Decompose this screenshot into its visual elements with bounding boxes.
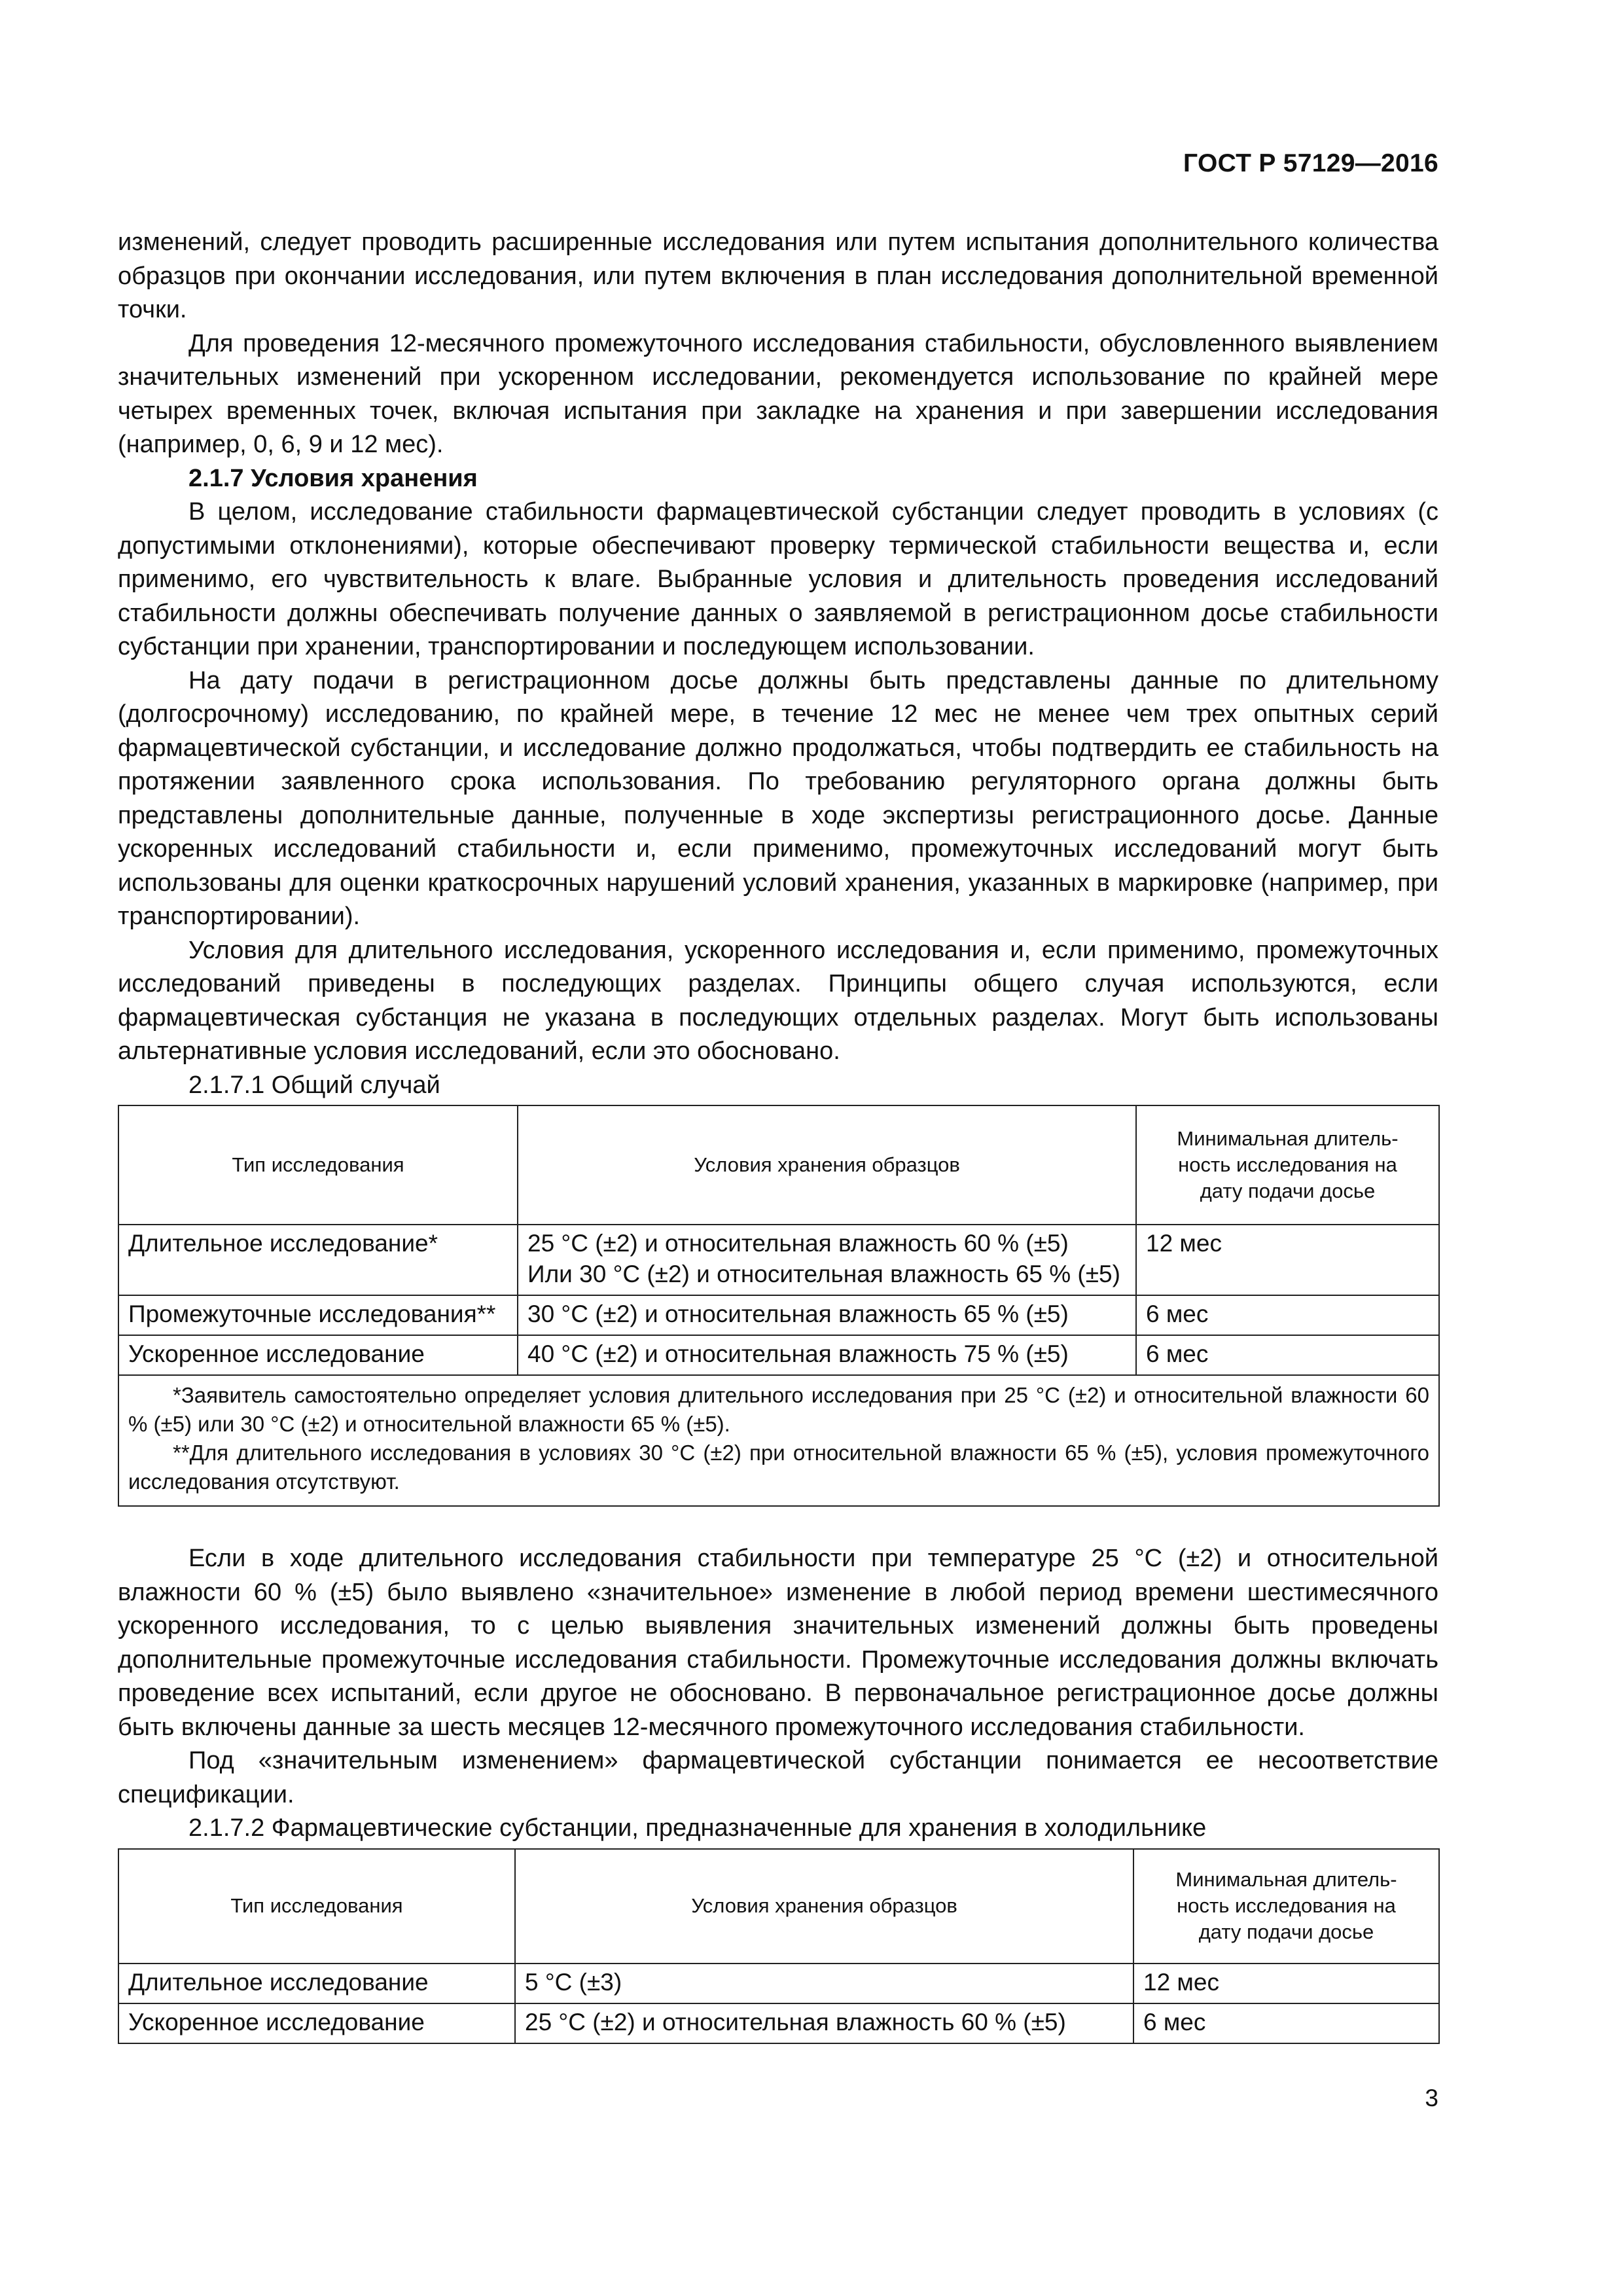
table-header-row bbox=[118, 1105, 1439, 1225]
column-header-type: Тип исследования bbox=[118, 1105, 518, 1225]
table-footnote: **Для длительного исследования в условиях 30 °C (±2) при относительной влажности 65 % (±5), условия промежуточного исследования отсутствуют. bbox=[128, 1441, 1429, 1494]
table-row bbox=[118, 1225, 1439, 1295]
table-row bbox=[118, 1295, 1439, 1335]
table-row bbox=[118, 2003, 1439, 2043]
cell-duration: 6 мес bbox=[1133, 2003, 1439, 2043]
column-header-type: Тип исследования bbox=[118, 1849, 515, 1964]
table-row bbox=[118, 1964, 1439, 2003]
table-row bbox=[118, 1335, 1439, 1375]
table-header-row bbox=[118, 1849, 1439, 1964]
condition-line: Или 30 °C (±2) и относительная влажность 65 % (±5) bbox=[527, 1261, 1120, 1287]
paragraph: Если в ходе длительного исследования стабильности при температуре 25 °C (±2) и относительной влажности 60 % (±5) было выявлено «значительное» изменение в любой период времени шестимесячного ускоренного исследования, то с целью выявления значительных изменений должны быть проведены дополнительные промежуточные исследования стабильности. Промежуточные исследования должны включать проведение всех испытаний, если другое не обосновано. В первоначальное регистрационное досье должны быть включены данные за шесть месяцев 12-месячного промежуточного исследования стабильности. bbox=[118, 1545, 1438, 1741]
cell-conditions bbox=[518, 1295, 1136, 1335]
cell-type: Длительное исследование* bbox=[118, 1225, 518, 1295]
paragraph: Для проведения 12-месячного промежуточного исследования стабильности, обусловленного выявлением значительных изменений при ускоренном исследовании, рекомендуется использование по крайней мере четырех временных точек, включая испытания при закладке на хранения и при завершении исследования (например, 0, 6, 9 и 12 мес). bbox=[118, 329, 1438, 458]
paragraph: На дату подачи в регистрационном досье должны быть представлены данные по длительному (долгосрочному) исследованию, по крайней мере, в течение 12 мес не менее чем трех опытных серий фармацевтической субстанции, и исследование должно продолжаться, чтобы подтвердить ее стабильность на протяжении заявленного срока использования. По требованию регуляторного органа должны быть представлены дополнительные данные, полученные в ходе экспертизы регистрационного досье. Данные ускоренных исследований стабильности и, если применимо, промежуточных исследований могут быть использованы для оценки краткосрочных нарушений условий хранения, указанных в маркировке (например, при транспортировании). bbox=[118, 666, 1438, 930]
cell-duration: 6 мес bbox=[1136, 1335, 1439, 1375]
cell-type: Ускоренное исследование bbox=[118, 1335, 518, 1375]
page-number: 3 bbox=[1425, 2085, 1438, 2111]
storage-conditions-table-refrigerator bbox=[118, 1848, 1440, 2044]
table-notes bbox=[118, 1375, 1439, 1506]
cell-conditions bbox=[518, 1335, 1136, 1375]
document-code-header: ГОСТ Р 57129—2016 bbox=[1183, 149, 1438, 177]
subsection-title: 2.1.7.1 Общий случай bbox=[188, 1071, 440, 1099]
condition-line: 25 °C (±2) и относительная влажность 60 % (±5) bbox=[525, 2008, 1066, 2036]
subsection-title: 2.1.7.2 Фармацевтические субстанции, предназначенные для хранения в холодильнике bbox=[188, 1814, 1207, 1842]
paragraph: В целом, исследование стабильности фармацевтической субстанции следует проводить в условиях (с допустимыми отклонениями), которые обеспечивают проверку термической стабильности вещества и, если применимо, его чувствительность к влаге. Выбранные условия и длительность проведения исследований стабильности должны обеспечивать получение данных о заявляемой в регистрационном досье стабильности субстанции при хранении, транспортировании и последующем использовании. bbox=[118, 498, 1438, 660]
paragraph-continuation: изменений, следует проводить расширенные исследования или путем испытания дополнительного количества образцов при окончании исследования, или путем включения в план исследования дополнительной временной точки. bbox=[118, 228, 1438, 323]
cell-type: Длительное исследование bbox=[118, 1964, 515, 2003]
column-header-duration: Минимальная длитель- ность исследования на дату подачи досье bbox=[1133, 1849, 1439, 1964]
section-heading: 2.1.7 Условия хранения bbox=[188, 464, 478, 492]
cell-duration: 12 мес bbox=[1136, 1225, 1439, 1295]
cell-duration: 12 мес bbox=[1133, 1964, 1439, 2003]
column-header-duration: Минимальная длитель- ность исследования на дату подачи досье bbox=[1136, 1105, 1439, 1225]
storage-conditions-table-general bbox=[118, 1105, 1440, 1507]
cell-conditions bbox=[515, 2003, 1133, 2043]
condition-line: 5 °C (±3) bbox=[525, 1968, 622, 1996]
cell-conditions bbox=[518, 1225, 1136, 1295]
cell-conditions bbox=[515, 1964, 1133, 2003]
column-header-conditions: Условия хранения образцов bbox=[518, 1105, 1136, 1225]
cell-duration: 6 мес bbox=[1136, 1295, 1439, 1335]
condition-line: 25 °C (±2) и относительная влажность 60 % (±5) bbox=[527, 1230, 1069, 1257]
condition-line: 30 °C (±2) и относительная влажность 65 % (±5) bbox=[527, 1300, 1069, 1327]
condition-line: 40 °C (±2) и относительная влажность 75 % (±5) bbox=[527, 1340, 1069, 1367]
paragraph: Условия для длительного исследования, ускоренного исследования и, если применимо, промежуточных исследований приведены в последующих разделах. Принципы общего случая используются, если фармацевтическая субстанция не указана в последующих отдельных разделах. Могут быть использованы альтернативные условия исследований, если это обосновано. bbox=[118, 936, 1438, 1065]
column-header-conditions: Условия хранения образцов bbox=[515, 1849, 1133, 1964]
paragraph: Под «значительным изменением» фармацевтической субстанции понимается ее несоответствие спецификации. bbox=[118, 1747, 1438, 1808]
cell-type: Промежуточные исследования** bbox=[118, 1295, 518, 1335]
cell-type: Ускоренное исследование bbox=[118, 2003, 515, 2043]
document-body bbox=[118, 226, 1438, 2044]
table-footnote: *Заявитель самостоятельно определяет условия длительного исследования при 25 °C (±2) и относительной влажности 60 % (±5) или 30 °C (±2) и относительной влажности 65 % (±5). bbox=[128, 1383, 1429, 1436]
table-notes-row bbox=[118, 1375, 1439, 1506]
